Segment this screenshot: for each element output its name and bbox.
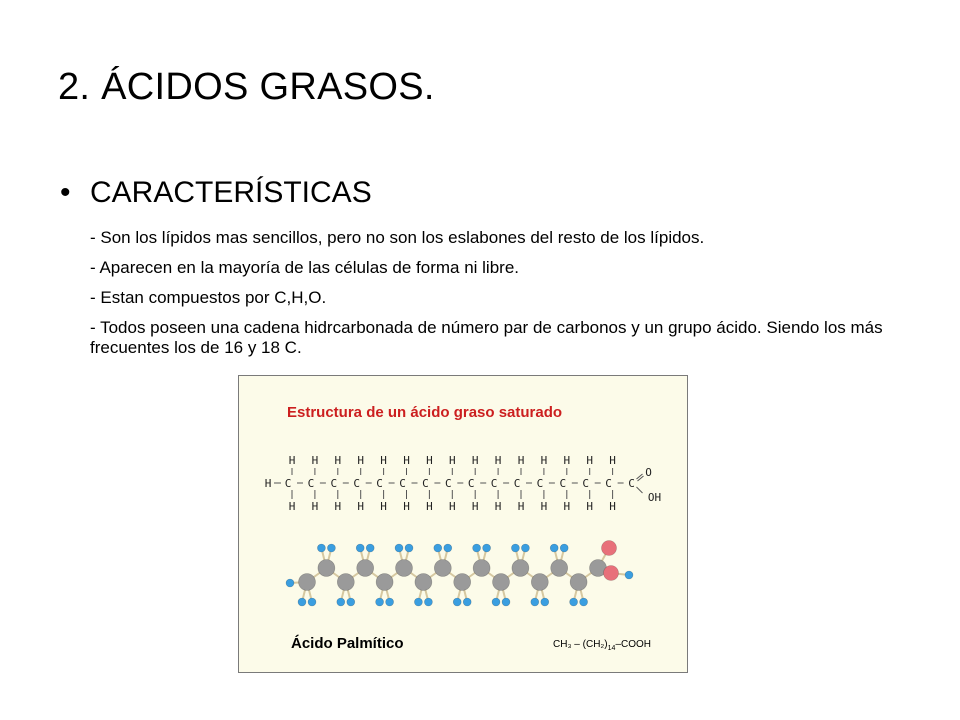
hydrogen-atom [473, 544, 481, 552]
fatty-acid-figure [238, 375, 688, 673]
formula-atom-h: H [380, 454, 387, 467]
formula-atom-c: C [536, 477, 544, 490]
figure-title: Estructura de un ácido graso saturado [287, 404, 563, 421]
formula-atom-oh: OH [647, 491, 662, 504]
hydrogen-atom [502, 598, 510, 606]
section-heading [60, 176, 372, 210]
hydrogen-atom [570, 598, 578, 606]
formula-atom-c: C [513, 477, 521, 490]
formula-atom-c: C [330, 477, 338, 490]
hydrogen-atom [511, 544, 519, 552]
formula-atom-h: H [609, 500, 616, 513]
hydrogen-atom [366, 544, 374, 552]
formula-atom-c: C [605, 477, 612, 490]
formula-atom-h: H [471, 500, 479, 513]
formula-atom-h: H [380, 500, 387, 513]
formula-atom-h: H [311, 500, 319, 513]
formula-atom-h: H [563, 500, 571, 513]
formula-atom-h: H [448, 454, 456, 467]
formula-atom-h: H [426, 500, 433, 513]
formula-atom-h: H [357, 500, 365, 513]
formula-atom-c: C [490, 477, 498, 490]
page-title: 2. ÁCIDOS GRASOS. [58, 66, 435, 108]
carbon-atom [337, 574, 354, 591]
formula-subscript: 14 [607, 645, 616, 652]
formula-bond [637, 474, 643, 479]
formula-atom-c: C [422, 477, 429, 490]
formula-bond: – [571, 639, 583, 650]
carbon-atom [376, 574, 393, 591]
formula-ch3: CH₃ [553, 639, 572, 650]
hydrogen-atom [463, 598, 471, 606]
formula-cooh: COOH [621, 639, 651, 650]
hydrogen-atom [414, 598, 422, 606]
hydrogen-atom [531, 598, 539, 606]
formula-atom-c: C [582, 477, 590, 490]
formula-atom-o: O [645, 466, 652, 479]
list-item: - Son los lípidos mas sencillos, pero no son los eslabones del resto de los lípidos. [90, 228, 705, 247]
hydrogen-atom [286, 579, 294, 587]
formula-atom-h: H [403, 500, 410, 513]
carbon-atom [512, 560, 529, 577]
formula-atom-c: C [467, 477, 475, 490]
hydrogen-atom [580, 598, 588, 606]
hydrogen-atom [453, 598, 461, 606]
formula-atom-h: H [563, 454, 571, 467]
hydrogen-atom [356, 544, 364, 552]
formula-atom-c: C [444, 477, 452, 490]
formula-bond [638, 476, 644, 481]
formula-bond [637, 487, 643, 493]
bullet-dot-icon: • [60, 176, 71, 209]
characteristics-list [90, 228, 890, 368]
hydrogen-atom [337, 598, 345, 606]
carbon-atom [551, 560, 568, 577]
formula-atom-c: C [307, 477, 315, 490]
formula-atom-h: H [264, 477, 272, 490]
hydrogen-atom [492, 598, 500, 606]
list-item: - Estan compuestos por C,H,O. [90, 288, 327, 307]
formula-atom-h: H [334, 500, 342, 513]
fatty-acid-diagram [239, 376, 687, 672]
formula-atom-h: H [540, 454, 548, 467]
structural-formula [265, 454, 661, 513]
figure-caption: Ácido Palmítico [291, 635, 404, 652]
formula-atom-h: H [540, 500, 548, 513]
formula-atom-h: H [517, 454, 525, 467]
carbon-atom [299, 574, 316, 591]
formula-atom-c: C [284, 477, 292, 490]
formula-atom-h: H [494, 500, 502, 513]
formula-atom-h: H [494, 454, 502, 467]
formula-atom-h: H [403, 454, 410, 467]
formula-atom-c: C [376, 477, 383, 490]
carbon-atom [531, 574, 548, 591]
formula-atom-h: H [334, 454, 342, 467]
hydrogen-atom [541, 598, 549, 606]
formula-atom-h: H [288, 454, 296, 467]
oxygen-atom [604, 566, 619, 581]
oxygen-atom [602, 541, 617, 556]
formula-atom-c: C [559, 477, 567, 490]
formula-atom-h: H [517, 500, 525, 513]
carbon-atom [493, 574, 510, 591]
hydrogen-atom [308, 598, 316, 606]
condensed-formula [553, 639, 651, 652]
hydrogen-atom [347, 598, 355, 606]
carbon-atom [318, 560, 335, 577]
hydrogen-atom [550, 544, 558, 552]
carbon-atom [415, 574, 432, 591]
carbon-atom [454, 574, 471, 591]
hydrogen-atom [424, 598, 432, 606]
hydrogen-atom [560, 544, 568, 552]
formula-atom-h: H [609, 454, 616, 467]
list-item: - Todos poseen una cadena hidrcarbonada de número par de carbonos y un grupo ácido. Siendo los más frecuentes los de 16 y 18 C. [90, 318, 883, 357]
list-item: - Aparecen en la mayoría de las células de forma ni libre. [90, 258, 520, 277]
section-heading-label: CARACTERÍSTICAS [90, 176, 372, 209]
hydrogen-atom [298, 598, 306, 606]
formula-atom-h: H [448, 500, 456, 513]
hydrogen-atom [434, 544, 442, 552]
formula-atom-h: H [357, 454, 365, 467]
hydrogen-atom [386, 598, 394, 606]
formula-atom-h: H [586, 500, 594, 513]
hydrogen-atom [395, 544, 403, 552]
formula-atom-c: C [353, 477, 361, 490]
formula-atom-h: H [288, 500, 296, 513]
carbon-atom [570, 574, 587, 591]
formula-atom-c: C [399, 477, 406, 490]
formula-atom-h: H [311, 454, 319, 467]
carbon-atom [396, 560, 413, 577]
carbon-atom [473, 560, 490, 577]
hydrogen-atom [317, 544, 325, 552]
formula-ch2: (CH₂) [582, 639, 608, 650]
hydrogen-atom [327, 544, 335, 552]
formula-bond: – [615, 639, 621, 650]
formula-atom-h: H [586, 454, 594, 467]
hydrogen-atom [625, 571, 633, 579]
carbon-atom [357, 560, 374, 577]
formula-atom-h: H [471, 454, 479, 467]
ball-and-stick-model [286, 541, 633, 607]
hydrogen-atom [444, 544, 452, 552]
formula-atom-c: C [628, 477, 635, 490]
formula-atom-h: H [426, 454, 433, 467]
carbon-atom [434, 560, 451, 577]
hydrogen-atom [521, 544, 529, 552]
hydrogen-atom [376, 598, 384, 606]
hydrogen-atom [405, 544, 413, 552]
hydrogen-atom [483, 544, 491, 552]
